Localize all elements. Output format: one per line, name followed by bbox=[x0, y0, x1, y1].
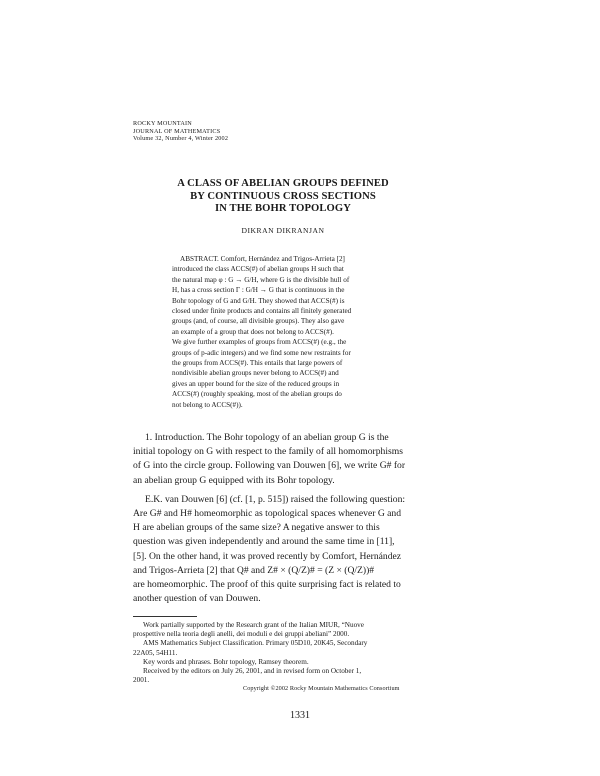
body-line: H are abelian groups of the same size? A negative answer to this bbox=[133, 522, 380, 534]
author-name: DIKRAN DIKRANJAN bbox=[241, 226, 325, 235]
abstract-line: ABSTRACT. Comfort, Hernández and Trigos-Arrieta [2] bbox=[180, 255, 345, 263]
body-line: [5]. On the other hand, it was proved recently by Comfort, Hernández bbox=[133, 550, 402, 562]
body-line: E.K. van Douwen [6] (cf. [1, p. 515]) raised the following question: bbox=[145, 493, 406, 505]
footnote-line: Key words and phrases. Bohr topology, Ramsey theorem. bbox=[143, 657, 309, 666]
footnote-line: Work partially supported by the Research grant of the Italian MIUR, “Nuove bbox=[143, 621, 364, 629]
journal-name-line1: ROCKY MOUNTAIN bbox=[133, 120, 192, 127]
footnote-line: AMS Mathematics Subject Classification. Primary 05D10, 20K45, Secondary bbox=[143, 639, 368, 648]
journal-header bbox=[133, 120, 228, 143]
title-line: A CLASS OF ABELIAN GROUPS DEFINED bbox=[177, 178, 389, 189]
abstract-line: Bohr topology of G and G/H. They showed that ACCS(#) is bbox=[172, 296, 345, 305]
footnote-line: Received by the editors on July 26, 2001, and in revised form on October 1, bbox=[143, 667, 362, 676]
abstract bbox=[172, 254, 408, 410]
body-line: are homeomorphic. The proof of this quite surprising fact is related to bbox=[133, 579, 401, 591]
copyright-notice: Copyright ©2002 Rocky Mountain Mathematics Consortium bbox=[243, 685, 400, 692]
title-line: IN THE BOHR TOPOLOGY bbox=[215, 203, 351, 215]
footnote-rule bbox=[133, 616, 197, 617]
abstract-line: nondivisible abelian groups never belong to ACCS(#) and bbox=[172, 369, 339, 378]
body-line: 1. Introduction. The Bohr topology of an abelian group G is the bbox=[145, 432, 389, 443]
body-line: an abelian group G equipped with its Bohr topology. bbox=[133, 474, 335, 486]
abstract-line: not belong to ACCS(#)). bbox=[172, 400, 243, 409]
footnote-line: 2001. bbox=[133, 676, 150, 685]
journal-name-line2: JOURNAL OF MATHEMATICS bbox=[133, 127, 221, 135]
abstract-line: groups of p-adic integers) and we find some new restraints for bbox=[172, 348, 351, 357]
footnote-line: prospettive nella teoria degli anelli, dei moduli e dei gruppi abeliani” 2000. bbox=[133, 630, 350, 639]
body-line: another question of van Douwen. bbox=[133, 593, 261, 605]
body-line: of G into the circle group. Following van Douwen [6], we write G# for bbox=[133, 460, 406, 472]
abstract-line: We give further examples of groups from ACCS(#) (e.g., the bbox=[172, 338, 347, 347]
abstract-line: ACCS(#) (roughly speaking, most of the abelian groups do bbox=[172, 390, 342, 399]
body-line: and Trigos-Arrieta [2] that Q# and Z# × (Q/Z)# = (Z × (Q/Z))# bbox=[133, 564, 375, 576]
abstract-line: introduced the class ACCS(#) of abelian groups H such that bbox=[172, 265, 344, 274]
abstract-line: H, has a cross section Γ : G/H → G that is continuous in the bbox=[172, 286, 345, 295]
abstract-line: gives an upper bound for the size of the reduced groups in bbox=[172, 379, 340, 388]
journal-volume: Volume 32, Number 4, Winter 2002 bbox=[133, 135, 229, 143]
abstract-line: closed under finite products and contains all finitely generated bbox=[172, 307, 352, 316]
abstract-line: the natural map φ : G → G/H, where G is the divisible hull of bbox=[172, 275, 350, 284]
footnotes bbox=[133, 621, 455, 685]
footnote-line: 22A05, 54H11. bbox=[133, 648, 178, 657]
body-line: initial topology on G with respect to the family of all homomorphisms bbox=[133, 446, 403, 458]
paper-title bbox=[133, 178, 433, 216]
body-line: question was given independently and around the same time in [11], bbox=[133, 536, 395, 548]
page-number: 1331 bbox=[290, 710, 310, 721]
abstract-line: the groups from ACCS(#). This entails that large powers of bbox=[172, 359, 343, 368]
body-line: Are G# and H# homeomorphic as topological spaces whenever G and bbox=[133, 508, 402, 520]
abstract-line: an example of a group that does not belong to ACCS(#). bbox=[172, 327, 334, 336]
title-line: BY CONTINUOUS CROSS SECTIONS bbox=[190, 190, 376, 202]
abstract-line: groups (and, of course, all divisible groups). They also gave bbox=[172, 317, 345, 326]
body-text bbox=[133, 431, 455, 606]
